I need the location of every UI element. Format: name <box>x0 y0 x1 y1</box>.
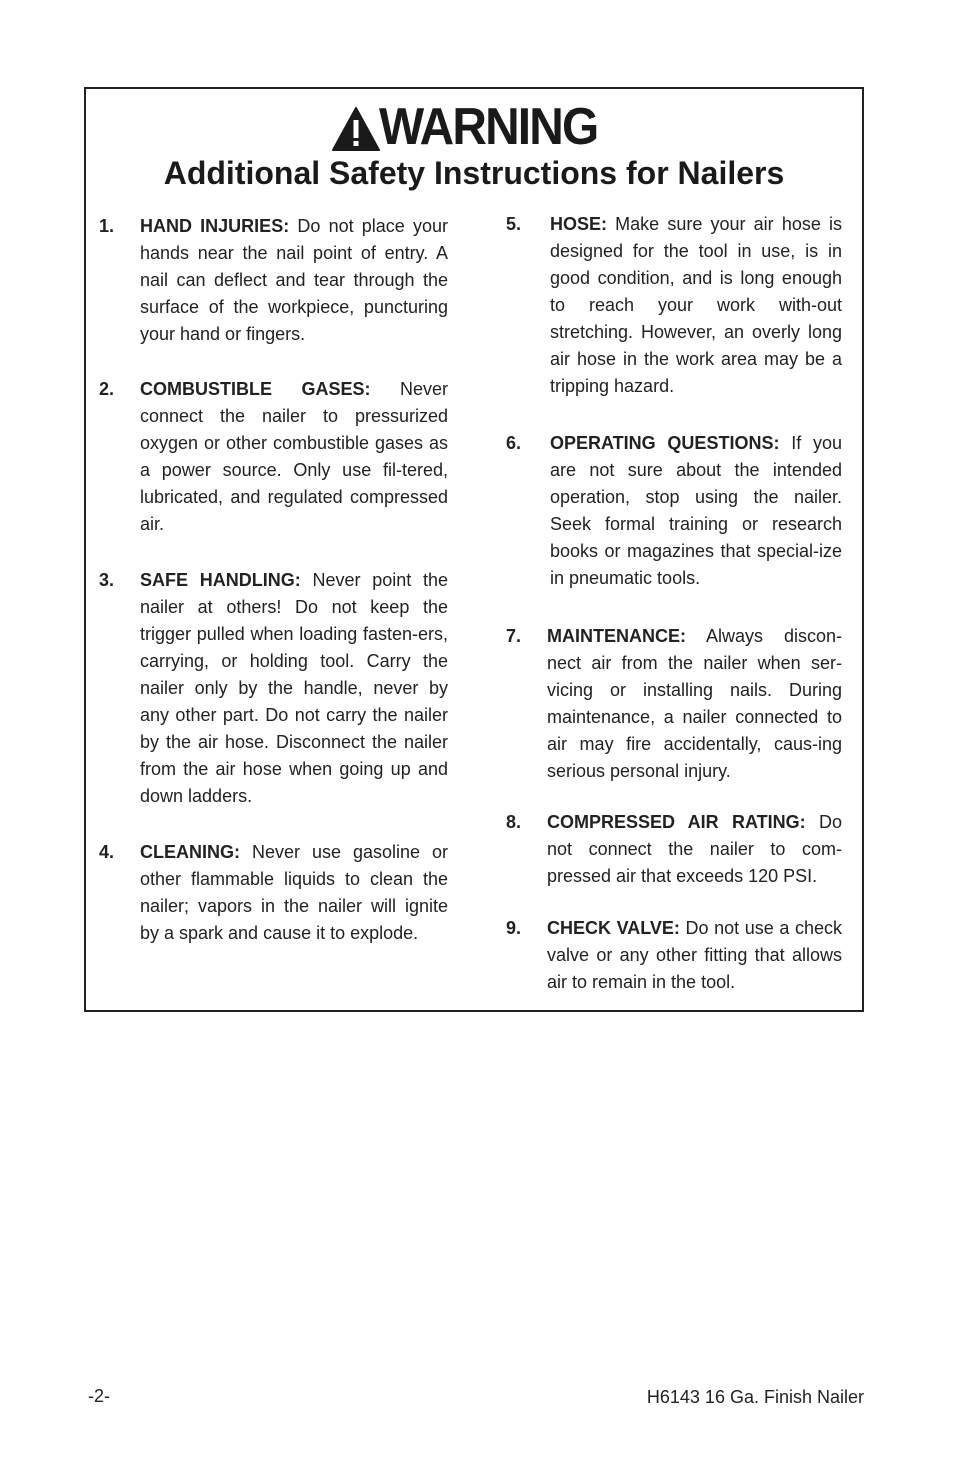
list-item-9 <box>506 915 844 996</box>
item-number: 4. <box>99 842 115 862</box>
item-body: Never use gasoline or other flammable liquids to clean the nailer; vapors in the nailer will ignite by a spark and cause it to explode. <box>140 842 448 943</box>
item-text <box>547 915 842 996</box>
item-body: Do not use a check valve or any other fitting that allows air to remain in the tool. <box>547 918 842 992</box>
list-item-7 <box>506 623 844 785</box>
list-item-2 <box>99 376 449 538</box>
item-text <box>140 213 448 348</box>
item-body: Never connect the nailer to pressurized oxygen or other combustible gases as a power source. Only use fil-tered, lubricated, and regulated compressed air. <box>140 379 448 534</box>
item-label: HAND INJURIES: <box>140 216 290 236</box>
item-text <box>140 839 448 947</box>
list-item-3 <box>99 567 449 810</box>
item-body: Do not place your hands near the nail point of entry. A nail can deflect and tear through the surface of the workpiece, puncturing your hand or fingers. <box>140 216 448 344</box>
item-label: OPERATING QUESTIONS: <box>550 433 780 453</box>
item-body: Make sure your air hose is designed for the tool in use, is in good condition, and is long enough to reach your work with-out stretching. However, an overly long air hose in the work area may be a tripping hazard. <box>550 214 842 396</box>
item-text <box>550 211 842 400</box>
model-name: H6143 16 Ga. Finish Nailer <box>646 1387 864 1407</box>
warning-title: WARNING <box>379 98 598 156</box>
list-item-5 <box>506 211 844 401</box>
item-body: Never point the nailer at others! Do not keep the trigger pulled when loading fasten-ers, carrying, or holding tool. Carry the nailer only by the handle, never by any other part. Do not carry the nailer by the air hose. Disconnect the nailer from the air hose when going up and down ladders. <box>140 570 448 806</box>
item-label: CHECK VALVE: <box>547 918 680 938</box>
item-text <box>140 567 448 810</box>
list-item-4 <box>99 839 449 947</box>
item-body: If you are not sure about the intended operation, stop using the nailer. Seek formal training or research books or magazines that special-ize in pneumatic tools. <box>550 433 842 588</box>
item-number: 2. <box>99 379 115 399</box>
item-body: Do not connect the nailer to com-pressed air that exceeds 120 PSI. <box>547 812 842 886</box>
warning-header <box>86 97 862 157</box>
list-item-1 <box>99 213 449 348</box>
item-number: 3. <box>99 570 115 590</box>
item-text <box>547 809 842 890</box>
item-number: 1. <box>99 216 115 236</box>
warning-box <box>84 87 864 1012</box>
item-body: Always discon-nect air from the nailer when ser-vicing or installing nails. During maintenance, a nailer connected to air may fire accidentally, caus-ing serious personal injury. <box>547 626 842 781</box>
item-label: MAINTENANCE: <box>547 626 686 646</box>
item-number: 9. <box>506 918 522 938</box>
item-number: 5. <box>506 214 522 234</box>
list-item-8 <box>506 809 844 890</box>
item-label: CLEANING: <box>140 842 240 862</box>
page-subtitle: Additional Safety Instructions for Nailers <box>163 155 785 191</box>
warning-triangle-icon <box>331 106 381 152</box>
item-text <box>140 376 448 538</box>
item-number: 6. <box>506 433 522 453</box>
item-text <box>550 430 842 592</box>
list-item-6 <box>506 430 844 592</box>
item-number: 8. <box>506 812 522 832</box>
item-label: COMBUSTIBLE GASES: <box>140 379 371 399</box>
page-number: -2- <box>88 1386 110 1406</box>
item-label: COMPRESSED AIR RATING: <box>547 812 806 832</box>
item-text <box>547 623 842 785</box>
item-number: 7. <box>506 626 522 646</box>
item-label: HOSE: <box>550 214 608 234</box>
item-label: SAFE HANDLING: <box>140 570 301 590</box>
